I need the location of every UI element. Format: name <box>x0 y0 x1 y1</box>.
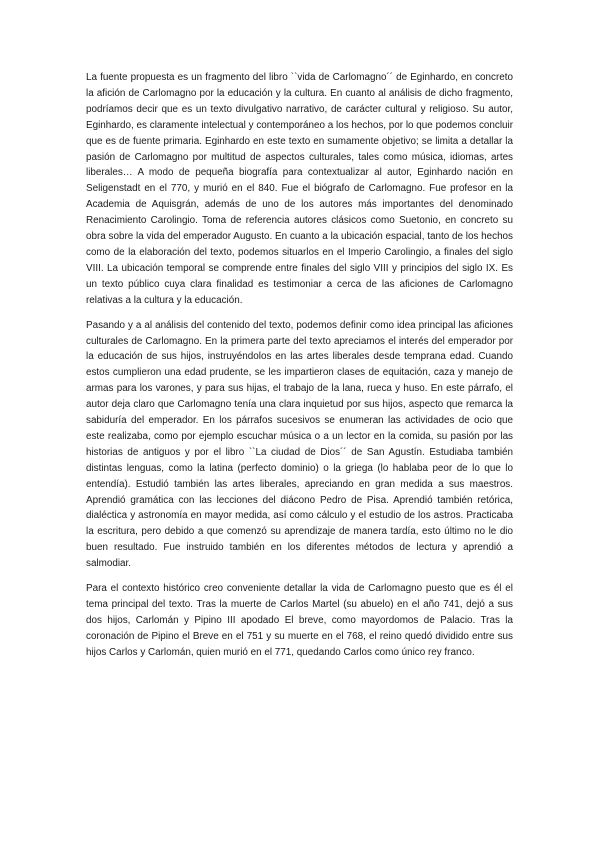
document-body <box>86 70 513 661</box>
paragraph-contexto-historico: Para el contexto histórico creo conveniente detallar la vida de Carlomagno puesto que es él el tema principal del texto. Tras la muerte de Carlos Martel (su abuelo) en el año 741, dejó a sus dos hijos, Carlomán y Pipino III apodado El breve, como mayordomos de Palacio. Tras la coronación de Pipino el Breve en el 751 y su muerte en el 768, el reino quedó dividido entre sus hijos Carlos y Carlomán, quien murió en el 771, quedando Carlos como único rey franco. <box>86 583 513 658</box>
paragraph-analisis-contenido: Pasando y a al análisis del contenido del texto, podemos definir como idea principal las aficiones culturales de Carlomagno. En la primera parte del texto apreciamos el interés del emperador por la educación de sus hijos, instruyéndolos en las artes liberales desde temprana edad. Cuando estos cumplieron una edad prudente, se les impartieron clases de equitación, caza y manejo de armas para los varones, y para sus hijas, el trabajo de la lana, rueca y huso. En este párrafo, el autor deja claro que Carlomagno tenía una clara inquietud por sus hijos, aspecto que remarca la sabiduría del emperador. En los párrafos sucesivos se enumeran las actividades de ocio que este realizaba, como por ejemplo escuchar música o a un lector en la comida, su pasión por las historias de antiguos y por el libro ``La ciudad de Dios´´ de San Agustín. Estudiaba también distintas lenguas, como la latina (perfecto dominio) o la griega (lo hablaba peor de lo que lo entendía). Estudió también las artes liberales, apreciando en gran medida a sus maestros. Aprendió gramática con las lecciones del diácono Pedro de Pisa. Aprendió también retórica, dialéctica y astronomía en mayor medida, así como cálculo y el estudio de los astros. Practicaba la escritura, pero debido a que comenzó su aprendizaje de manera tardía, esto último no le dio buen resultado. Fue instruido también en los diferentes métodos de lectura y aprendió a salmodiar. <box>86 319 513 570</box>
paragraph-fuente: La fuente propuesta es un fragmento del libro ``vida de Carlomagno´´ de Eginhardo, en concreto la afición de Carlomagno por la educación y la cultura. En cuanto al análisis de dicho fragmento, podríamos decir que es un texto divulgativo narrativo, de carácter cultural y religioso. Su autor, Eginhardo, es claramente intelectual y contemporáneo a los hechos, por lo que podemos concluir que es de fuente primaria. Eginhardo en este texto en sumamente objetivo; se limita a detallar la pasión de Carlomagno por multitud de aspectos culturales, tales como música, idiomas, artes liberales… A modo de pequeña biografía para contextualizar al autor, Eginhardo nación en Seligenstadt en el 770, y murió en el 840. Fue el biógrafo de Carlomagno. Fue profesor en la Academia de Aquisgrán, además de uno de los autores más importantes del denominado Renacimiento Carolingio. Toma de referencia autores clásicos como Suetonio, en concreto su obra sobre la vida del emperador Augusto. En cuanto a la ubicación espacial, tanto de los hechos como de la elaboración del texto, podemos situarlos en el Imperio Carolingio, a finales del siglo VIII. La ubicación temporal se comprende entre finales del siglo VIII y principios del siglo IX. Es un texto público cuya clara finalidad es testimoniar a cerca de las aficiones de Carlomagno relativas a la cultura y la educación. <box>86 72 513 306</box>
